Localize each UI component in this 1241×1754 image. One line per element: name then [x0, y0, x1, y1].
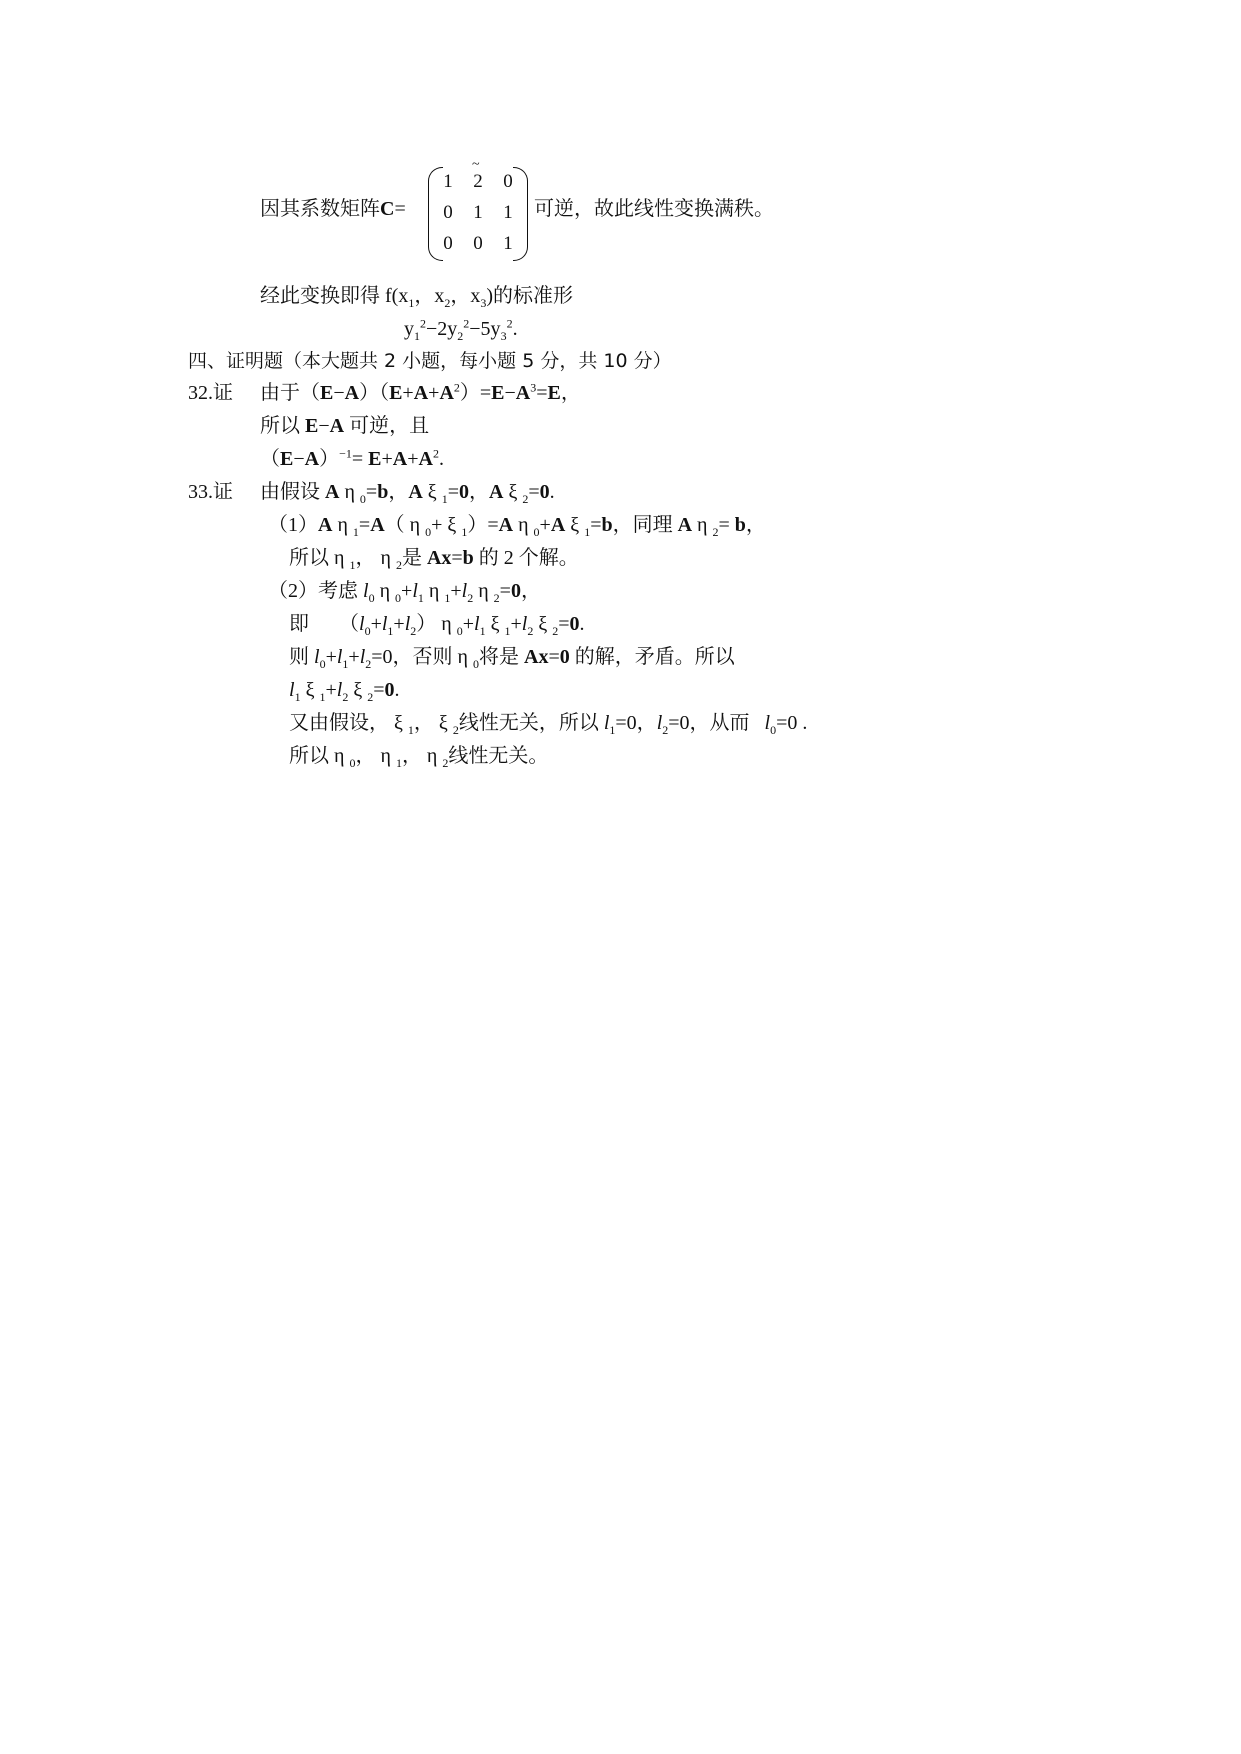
q32-line-2: 所以 E−A 可逆，且: [260, 415, 430, 437]
q33-line-1: 由假设 A η $_0$=b，A ξ $_1$=0，A ξ $_2$=0.: [260, 481, 555, 506]
q32-line-3: $(E-A)^{-1}= E+A+A^2$.: [260, 446, 444, 470]
matrix-cell: 2: [473, 171, 483, 192]
matrix-cell: 0: [473, 233, 483, 254]
q33-part-1: （1）A η $_1$=A（ η $_0$+ ξ $_1$）=A η $_0$+A ξ $_1$=b，同理 A η $_2$= b，: [268, 514, 766, 539]
transform-text: 经此变换即得 f(x: [260, 285, 409, 307]
matrix-cell: 1: [503, 202, 513, 223]
matrix-line: [260, 197, 406, 221]
canonical-label: 的标准形: [493, 285, 573, 307]
q32-number: 32.证: [188, 382, 233, 404]
matrix-cell: 0: [443, 233, 453, 254]
matrix-cell: 1: [503, 233, 513, 254]
matrix-tilde: ~: [472, 157, 480, 172]
matrix-cell: 1: [443, 171, 453, 192]
matrix-cell: 0: [503, 171, 513, 192]
transform-line: 经此变换即得 $f(x_1$，$x_2$，$x_3$)的标准形: [260, 285, 573, 310]
matrix-cell: 0: [443, 202, 453, 223]
matrix-equals: =: [394, 198, 406, 220]
coefficient-matrix: [428, 157, 528, 261]
q32-line-1: 由于$(E-A)(E+A+A^2)=E-A^3=E$，: [260, 380, 581, 404]
q33-part-2b: 即 $(l_0+l_1+l_2)$ η $_0+l_1$ ξ $_1+l_2$ ξ $_2$=0.: [289, 613, 585, 638]
matrix-name: C: [380, 198, 395, 220]
q33-part-2e: 又由假设， ξ $_1$， ξ $_2$线性无关，所以 $l_1=0$，$l_2=0$，从而 $l_0=0$ .: [289, 712, 808, 737]
matrix-cell: 1: [473, 202, 483, 223]
canonical-form: $y_1^2-2y_2^2-5y_3^2$.: [404, 316, 518, 343]
matrix-line-prefix: 因其系数矩阵: [260, 198, 380, 220]
q33-part-2: （2）考虑 $l_0$ η $_0+l_1$ η $_1+l_2$ η $_2$=0，: [268, 580, 541, 605]
q33-part-2f: 所以 η $_0$， η $_1$， η $_2$线性无关。: [289, 745, 549, 770]
section-heading: 四、证明题（本大题共 2 小题，每小题 5 分，共 10 分）: [188, 350, 672, 372]
q33-part-1b: 所以 η $_1$， η $_2$是 Ax=b 的 2 个解。: [289, 547, 579, 572]
matrix-line-suffix: 可逆，故此线性变换满秩。: [534, 198, 774, 220]
q33-part-2c: 则 $l_0+l_1+l_2=0$，否则 η $_0$将是 Ax=0 的解，矛盾。所以: [289, 646, 735, 671]
q33-number: 33.证: [188, 481, 233, 503]
q33-part-2d: $l_1$ ξ $_1+l_2$ ξ $_2$=0.: [289, 679, 400, 704]
